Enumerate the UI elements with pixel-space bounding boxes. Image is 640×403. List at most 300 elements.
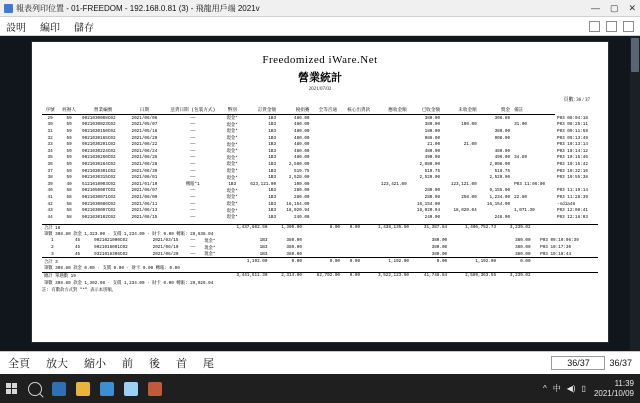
table-cell: 41 — [47, 194, 53, 200]
table-cell — [372, 115, 409, 122]
table-cell: P03 10:15:42 — [556, 161, 588, 167]
table-cell: 22.80 — [514, 194, 527, 200]
table-cell: 1B3 — [268, 194, 277, 200]
table-cell — [512, 148, 555, 155]
table-row — [42, 251, 598, 258]
table-cell: 480.00 — [294, 148, 310, 154]
table-cell: 34.89 — [514, 155, 527, 161]
table-cell: 100.00 — [294, 181, 310, 187]
table-cell: P03 08:25:11 — [556, 122, 588, 128]
table-cell — [339, 181, 372, 188]
table-cell: 59 — [66, 128, 72, 134]
table-cell: ── — [190, 135, 196, 141]
explorer-icon[interactable] — [76, 382, 90, 396]
table-cell: 現金* — [226, 169, 238, 175]
summary-value: 1,192.00 — [475, 259, 497, 265]
summary-value: 0.00 — [349, 225, 361, 231]
table-cell: 480.00 — [294, 122, 310, 128]
table-cell — [372, 122, 409, 129]
table-cell: 380.00 — [286, 245, 302, 251]
table-cell: 280.00 — [294, 194, 310, 200]
table-cell — [339, 161, 372, 168]
search-icon[interactable] — [28, 382, 42, 396]
table-cell: 9021030071C02 — [82, 194, 116, 200]
table-cell: 240.00 — [424, 214, 441, 220]
summary-value: 1,300.00 — [281, 225, 302, 231]
table-cell: 258.00 — [461, 194, 477, 200]
table-cell: P03 10:13:14 — [556, 142, 588, 148]
table-cell: 9021016001C02 — [94, 245, 128, 251]
table-cell: 5121010003C02 — [82, 181, 116, 187]
table-cell — [312, 115, 339, 122]
summary-pad — [92, 272, 220, 279]
menu-bar — [0, 17, 640, 36]
table-cell — [339, 201, 372, 208]
table-cell: ── — [190, 208, 196, 214]
btn-last[interactable]: 尾 — [203, 358, 214, 370]
table-cell: 9021021000C02 — [94, 238, 128, 244]
table-cell: 2021/06/13 — [131, 208, 158, 214]
table-cell — [512, 214, 555, 221]
table-cell: 490.00 — [424, 155, 441, 161]
summary-pad — [92, 224, 220, 231]
table-cell: 1B3 — [259, 245, 268, 251]
table-cell — [512, 115, 555, 122]
table-cell: 36 — [47, 161, 53, 167]
summary-value: 0.00 — [349, 259, 361, 265]
table-cell: 1B3 — [268, 148, 277, 154]
table-cell: 現金* — [226, 142, 238, 148]
table-cell: 380.00 — [515, 251, 531, 257]
col-received: 已收金額 — [409, 106, 442, 115]
table-cell: 18,020.04 — [453, 208, 477, 214]
table-cell — [339, 148, 372, 155]
table-cell: 2021/06/22 — [131, 142, 158, 148]
table-cell — [312, 181, 339, 188]
table-cell: 現金* — [226, 149, 238, 155]
table-cell: ── — [190, 214, 196, 220]
table-cell: 496.00 — [494, 155, 511, 161]
table-cell: 280.00 — [424, 188, 441, 194]
table-cell: 40 — [47, 188, 53, 194]
table-cell: 2021/05/07 — [131, 122, 158, 128]
table-cell: 2021/06/07 — [131, 188, 158, 194]
table-cell: 2021/06/11 — [131, 201, 158, 207]
footer-note: 註: 有數款方式對 "*" 表示本別額。 — [42, 287, 116, 293]
table-cell: 519.75 — [424, 168, 441, 174]
table-cell: 現金* — [204, 238, 216, 244]
table-cell: P03 09:11:59 — [556, 128, 588, 134]
clock-time: 11:39 — [614, 379, 634, 389]
table-cell: 34 — [47, 148, 53, 154]
table-cell — [372, 155, 409, 162]
table-cell: P03 10:18:44 — [540, 251, 572, 257]
summary-value: 1,406,752.73 — [465, 225, 497, 231]
table-cell — [442, 188, 479, 195]
table-cell: 2021/06/06 — [131, 115, 158, 121]
summary-pad — [92, 258, 220, 265]
table-cell: 380.00 — [286, 251, 302, 257]
table-cell: 16,154.00 — [286, 201, 310, 207]
col-core-amount: 核心出貨款 — [339, 106, 372, 115]
col-clerk: 經辦人 — [58, 106, 80, 115]
table-cell: 59 — [66, 161, 72, 167]
table-cell: 380.00 — [431, 251, 448, 257]
table-cell: 1B3 — [268, 128, 277, 134]
table-cell — [512, 201, 555, 208]
table-cell — [362, 251, 411, 258]
scrollbar-thumb[interactable] — [631, 38, 639, 72]
table-cell: 42 — [47, 201, 53, 207]
table-cell: 45 — [74, 238, 81, 244]
table-cell — [339, 174, 372, 181]
table-cell: 9021030150C02 — [82, 128, 116, 134]
table-cell: 16,154.00 — [486, 201, 511, 207]
table-row — [42, 238, 598, 245]
table-cell — [312, 161, 339, 168]
table-cell: P03 10:15:46 — [556, 155, 588, 161]
table-cell: 59 — [66, 122, 72, 128]
table-cell — [342, 238, 362, 245]
table-header-row — [42, 106, 598, 115]
summary-value: 8.00 — [329, 225, 341, 231]
table-cell: P03 09:10:06:39 — [540, 238, 579, 244]
table-cell: 45 — [74, 251, 81, 257]
app-icon-taskbar[interactable] — [148, 382, 162, 396]
table-cell: 2,520.00 — [419, 175, 441, 181]
table-cell: 40 — [66, 181, 72, 187]
windows-taskbar — [0, 374, 640, 403]
table-cell — [339, 128, 372, 135]
table-cell — [342, 244, 362, 251]
table-cell: P03 11:19:14 — [556, 188, 588, 194]
table-cell: 1B3 — [268, 188, 277, 194]
table-cell — [372, 135, 409, 142]
panel-icon-3[interactable] — [623, 21, 634, 32]
table-cell: 1B3 — [268, 155, 277, 161]
table-cell — [342, 251, 362, 258]
table-cell — [312, 141, 339, 148]
summary-value: 0.00 — [349, 273, 361, 279]
table-cell — [512, 161, 555, 168]
btn-next[interactable]: 後 — [149, 358, 160, 370]
table-cell: 380.00 — [494, 128, 511, 134]
summary-value: 1,438,135.50 — [378, 225, 409, 231]
menu-item-help[interactable]: 設明 — [6, 22, 26, 34]
table-cell — [339, 115, 372, 122]
menu-item-save[interactable]: 儲存 — [74, 22, 94, 34]
minimize-button[interactable]: — — [590, 3, 600, 13]
summary-value: 3,239.02 — [509, 225, 531, 231]
table-cell: 2021/06/26 — [131, 155, 158, 161]
table-cell — [442, 161, 479, 168]
table-cell: 1B3 — [268, 135, 277, 141]
table-cell: 58 — [66, 194, 72, 200]
btn-first[interactable]: 首 — [176, 358, 187, 370]
table-cell — [312, 122, 339, 129]
table-cell — [372, 174, 409, 181]
document-preview-area[interactable] — [0, 36, 640, 351]
table-cell — [372, 188, 409, 195]
table-cell: 1B3 — [259, 238, 268, 244]
table-cell: 1B3 — [268, 142, 277, 148]
col-freight: 全等否通 — [312, 106, 339, 115]
table-cell: ── — [190, 128, 196, 134]
table-cell — [449, 238, 498, 245]
table-cell: ── — [190, 194, 196, 200]
table-cell: ── — [190, 175, 196, 181]
table-cell: 現金* — [226, 155, 238, 161]
table-cell — [512, 141, 555, 148]
table-cell — [512, 174, 555, 181]
table-cell: 2021/06/20 — [152, 251, 179, 257]
table-row — [42, 115, 598, 122]
report-title: Freedomized iWare.Net — [262, 54, 378, 66]
table-cell: 轉賬*1 — [185, 182, 200, 188]
table-cell: 現金* — [204, 245, 216, 251]
table-cell: 2021/05/18 — [131, 128, 158, 134]
table-cell — [362, 244, 411, 251]
table-row — [42, 214, 598, 221]
table-cell: 59 — [66, 135, 72, 141]
app-icon — [4, 4, 13, 13]
table-cell — [372, 194, 409, 201]
table-cell — [339, 135, 372, 142]
summary-value: 1,437,602.50 — [236, 225, 268, 231]
btn-prev[interactable]: 前 — [122, 358, 133, 370]
table-cell: 380.00 — [424, 122, 441, 128]
summary-note-row — [42, 265, 598, 272]
table-cell: 30 — [47, 122, 53, 128]
taskview-icon[interactable] — [52, 382, 66, 396]
table-cell: P03 10:17:30 — [540, 245, 572, 251]
table-cell: 123,121.00 — [450, 181, 477, 187]
table-cell — [304, 251, 342, 258]
clock[interactable] — [594, 379, 634, 397]
table-cell — [479, 181, 512, 188]
table-cell: 1B3 — [268, 122, 277, 128]
table-cell: 9021030102C02 — [82, 214, 116, 220]
table-cell: 2,520.00 — [288, 175, 310, 181]
table-cell: 1B3 — [268, 214, 277, 220]
table-cell — [339, 207, 372, 214]
window-title: 報表列印位置 - 01-FREEDOM - 192.168.0.81 (3) - 飛龍用戶端 2021v — [16, 3, 260, 13]
table-cell: 1B3 — [259, 251, 268, 257]
summary-label: 合計 3 — [44, 259, 58, 265]
subtotal-row-2 — [42, 258, 598, 265]
table-cell — [312, 135, 339, 142]
summary-remark — [533, 258, 539, 265]
summary-body — [42, 224, 598, 286]
table-cell: 380.00 — [515, 245, 531, 251]
table-cell: 18,020.94 — [286, 208, 310, 214]
table-cell — [339, 168, 372, 175]
table-row — [42, 128, 598, 135]
table-cell: 480.00 — [294, 128, 310, 134]
table-cell: 2021/06/10 — [152, 245, 179, 251]
table-cell — [372, 214, 409, 221]
table-cell: 21.00 — [427, 142, 441, 148]
table-cell: 1B3 — [268, 201, 277, 207]
table-cell: 380.00 — [424, 115, 441, 121]
chevron-up-icon[interactable]: ^ — [542, 384, 547, 393]
page-input[interactable]: 36/37 — [551, 356, 605, 370]
subtotal-row-1 — [42, 224, 598, 231]
page-total: 36/37 — [609, 358, 632, 368]
page-field[interactable] — [551, 356, 632, 370]
table-cell: 44 — [47, 214, 53, 220]
table-cell: 37 — [47, 168, 53, 174]
table-row — [42, 161, 598, 168]
table-cell: 31.00 — [514, 122, 527, 128]
table-cell: 2,580.00 — [288, 161, 310, 167]
ime-icon[interactable]: 中 — [552, 384, 561, 393]
table-cell: 480.00 — [294, 115, 310, 121]
table-cell: 519.75 — [294, 168, 310, 174]
table-cell: 1B3 — [268, 168, 277, 174]
table-cell: 9021030260C02 — [82, 155, 116, 161]
table-cell: ── — [190, 142, 196, 148]
table-cell: 1 — [51, 238, 54, 244]
table-row — [42, 181, 598, 188]
col-bonus: 獎金 — [479, 106, 512, 115]
table-cell: 180.00 — [424, 128, 441, 134]
table-cell: 2,520.00 — [489, 175, 511, 181]
table-cell — [339, 214, 372, 221]
table-cell — [312, 174, 339, 181]
table-row — [42, 201, 598, 208]
table-cell — [312, 155, 339, 162]
table-cell — [512, 188, 555, 195]
btn-full-page[interactable]: 全頁 — [8, 358, 30, 370]
table-cell: 16,154.00 — [416, 201, 441, 207]
table-cell: 100.00 — [461, 122, 477, 128]
table-cell: 32 — [47, 135, 53, 141]
table-cell — [312, 214, 339, 221]
table-cell: 21.00 — [463, 142, 477, 148]
report-date: 2021/07/02 — [308, 87, 332, 92]
table-cell: 45 — [74, 245, 81, 251]
browser-icon[interactable] — [100, 382, 114, 396]
table-cell: 1B3 — [268, 115, 277, 121]
table-cell — [512, 135, 555, 142]
col-order-amount: 訂貨金額 — [242, 106, 279, 115]
table-row — [42, 194, 598, 201]
table-cell: 9021030165C02 — [82, 135, 116, 141]
table-cell: 480.00 — [294, 155, 310, 161]
summary-value: 0.00 — [436, 259, 448, 265]
menu-item-print[interactable]: 編印 — [40, 22, 60, 34]
table-cell — [372, 128, 409, 135]
start-icon[interactable] — [6, 383, 18, 395]
table-cell: P03 10:55:38 — [556, 175, 588, 181]
col-tax: 稅捐賽 — [278, 106, 311, 115]
table-cell: 現金* — [226, 129, 238, 135]
table-cell: 280.00 — [424, 194, 441, 200]
table-cell: 240.00 — [294, 214, 310, 220]
table-cell: ── — [190, 155, 196, 161]
tray-icons[interactable] — [543, 383, 586, 394]
summary-value: 82,702.00 — [316, 273, 341, 279]
table-cell: ── — [190, 161, 196, 167]
table-cell: 9021030023C02 — [82, 122, 116, 128]
table-cell — [512, 128, 555, 135]
table-cell — [442, 155, 479, 162]
table-row — [42, 148, 598, 155]
table-row — [42, 122, 598, 129]
bottom-toolbar — [0, 351, 640, 374]
table-cell — [442, 201, 479, 208]
table-cell: 2021/06/09 — [131, 194, 158, 200]
summary-value: 2,314.00 — [281, 273, 302, 279]
col-seq: 序號 — [42, 106, 58, 115]
vertical-scrollbar[interactable] — [630, 36, 640, 351]
table-cell: 2 — [51, 245, 54, 251]
table-cell: P03 08:04:18 — [556, 115, 588, 121]
table-cell: 29 — [47, 115, 53, 121]
table-row — [42, 207, 598, 214]
table-cell: 9021030097C02 — [82, 208, 116, 214]
panel-icon-1[interactable] — [589, 21, 600, 32]
summary-value: 0.00 — [329, 259, 341, 265]
table-cell — [304, 244, 342, 251]
summary-value: 3,522,123.50 — [378, 273, 409, 279]
btn-zoom-out[interactable]: 縮小 — [84, 358, 106, 370]
col-ship-date: 送貨日期 (包裝方式) — [163, 106, 223, 115]
table-cell: 58 — [66, 208, 72, 214]
table-row — [42, 174, 598, 181]
table-cell — [442, 135, 479, 142]
table-cell: ── — [190, 168, 196, 174]
table-row — [42, 135, 598, 142]
table-cell: 2021/06/24 — [131, 148, 158, 154]
summary-value: 3,441,611.30 — [236, 273, 268, 279]
close-button[interactable]: ✕ — [628, 2, 636, 13]
table-cell: 9021030284C02 — [82, 161, 116, 167]
table-cell: ── — [190, 251, 196, 257]
network-icon[interactable]: ▯ — [581, 384, 586, 393]
table-cell: 現金* — [226, 122, 238, 128]
grand-total-row — [42, 272, 598, 279]
table-cell: 9321016306C02 — [94, 251, 128, 257]
table-cell — [442, 128, 479, 135]
maximize-button[interactable]: ▢ — [609, 2, 619, 13]
table-cell: 2,080.00 — [419, 161, 441, 167]
volume-icon[interactable]: ◀) — [566, 384, 576, 393]
col-currency: 幣別 — [223, 106, 242, 115]
table-row — [42, 141, 598, 148]
summary-value: 0.00 — [520, 259, 531, 265]
table-cell: 2021/06/01 — [131, 175, 158, 181]
table-cell: 18,020.94 — [416, 208, 441, 214]
table-cell: ── — [190, 201, 196, 207]
table-row — [42, 188, 598, 195]
summary-note: 筆數 308.80 款金 1,302.08 · 支價 1,234.00 · 財卡 0.00 轉賬: 29,026.04 — [44, 280, 214, 286]
table-cell: ── — [190, 115, 196, 121]
mail-icon[interactable] — [124, 382, 138, 396]
summary-value: 1,192.00 — [388, 259, 409, 265]
panel-icon-2[interactable] — [606, 21, 617, 32]
table-cell: 248.00 — [494, 214, 511, 220]
table-cell: 1B3 — [268, 208, 277, 214]
btn-zoom-in[interactable]: 放大 — [46, 358, 68, 370]
table-cell: 380.00 — [431, 245, 448, 251]
summary-remark — [533, 224, 539, 231]
table-cell: 480.00 — [294, 142, 310, 148]
table-cell: ── — [190, 245, 196, 251]
table-cell: 9021030301C02 — [82, 168, 116, 174]
table-cell: 58 — [66, 188, 72, 194]
